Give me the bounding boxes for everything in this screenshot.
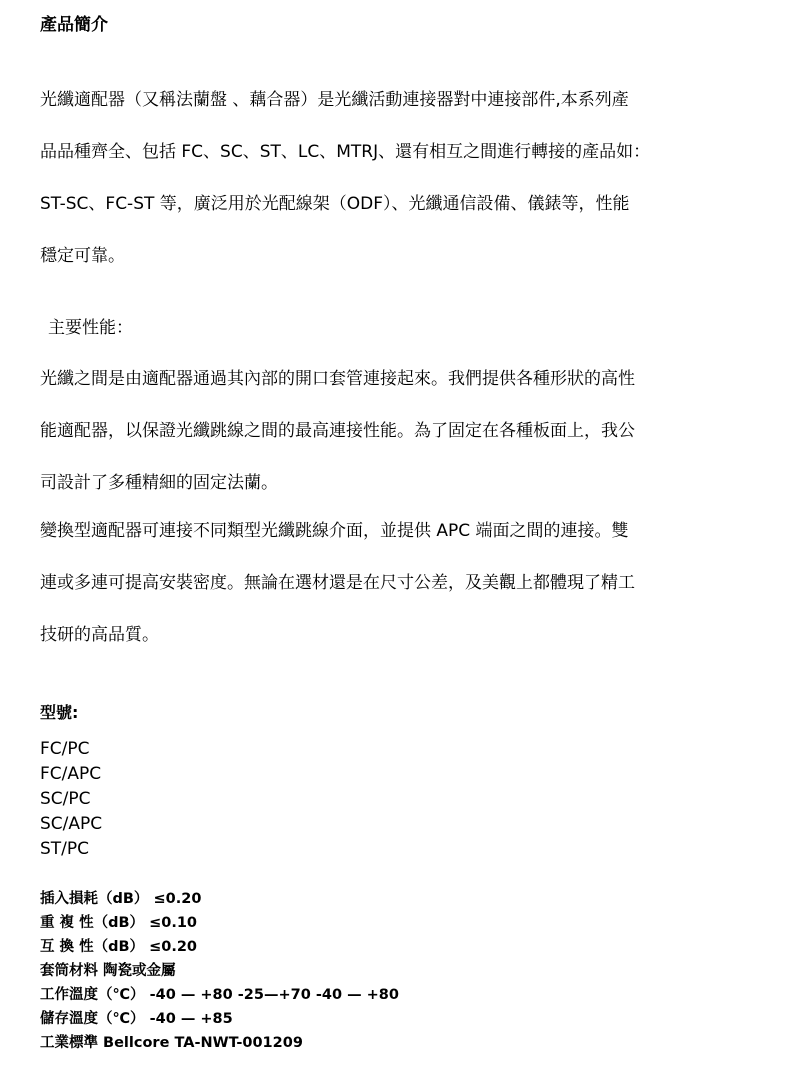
features-paragraph-2: [40, 505, 760, 661]
features-line: 光纖之間是由適配器通過其內部的開口套管連接起來。我們提供各種形狀的高性: [40, 369, 635, 389]
page-title: 產品簡介: [40, 15, 108, 35]
features-line: 技研的高品質。: [40, 625, 159, 645]
intro-line: 穩定可靠。: [40, 246, 125, 266]
spec-line: 互 換 性（dB） ≤0.20: [40, 939, 198, 955]
spec-line: 工業標準 Bellcore TA-NWT-001209: [40, 1035, 303, 1051]
features-line: 司設計了多種精細的固定法蘭。: [40, 473, 278, 493]
features-paragraph-1: [40, 353, 760, 509]
intro-line: 品品種齊全、包括 FC、SC、ST、LC、MTRJ、還有相互之間進行轉接的產品如：: [40, 142, 651, 162]
spec-line: 儲存溫度（℃） -40 — +85: [40, 1011, 233, 1027]
spec-line: 套筒材料 陶瓷或金屬: [40, 963, 176, 979]
model-item: FC/APC: [40, 764, 102, 784]
features-line: 變換型適配器可連接不同類型光纖跳線介面，並提供 APC 端面之間的連接。雙: [40, 521, 629, 541]
features-line: 連或多連可提高安裝密度。無論在選材還是在尺寸公差，及美觀上都體現了精工: [40, 573, 635, 593]
specs-list: [40, 887, 399, 1055]
spec-line: 重 複 性（dB） ≤0.10: [40, 915, 198, 931]
model-item: FC/PC: [40, 739, 90, 759]
features-line: 能適配器，以保證光纖跳線之間的最高連接性能。為了固定在各種板面上，我公: [40, 421, 635, 441]
intro-line: 光纖適配器（又稱法蘭盤 、藕合器）是光纖活動連接器對中連接部件,本系列產: [40, 90, 629, 110]
models-label: 型號:: [40, 703, 79, 722]
model-item: SC/PC: [40, 789, 91, 809]
spec-line: 工作溫度（℃） -40 — +80 -25—+70 -40 — +80: [40, 987, 399, 1003]
intro-paragraph: [40, 74, 760, 282]
features-heading: 主要性能：: [48, 318, 133, 338]
models-list: [40, 737, 102, 862]
intro-line: ST-SC、FC-ST 等，廣泛用於光配線架（ODF）、光纖通信設備、儀錶等，性能: [40, 194, 630, 214]
model-item: SC/APC: [40, 814, 103, 834]
model-item: ST/PC: [40, 839, 90, 859]
spec-line: 插入損耗（dB） ≤0.20: [40, 891, 202, 907]
